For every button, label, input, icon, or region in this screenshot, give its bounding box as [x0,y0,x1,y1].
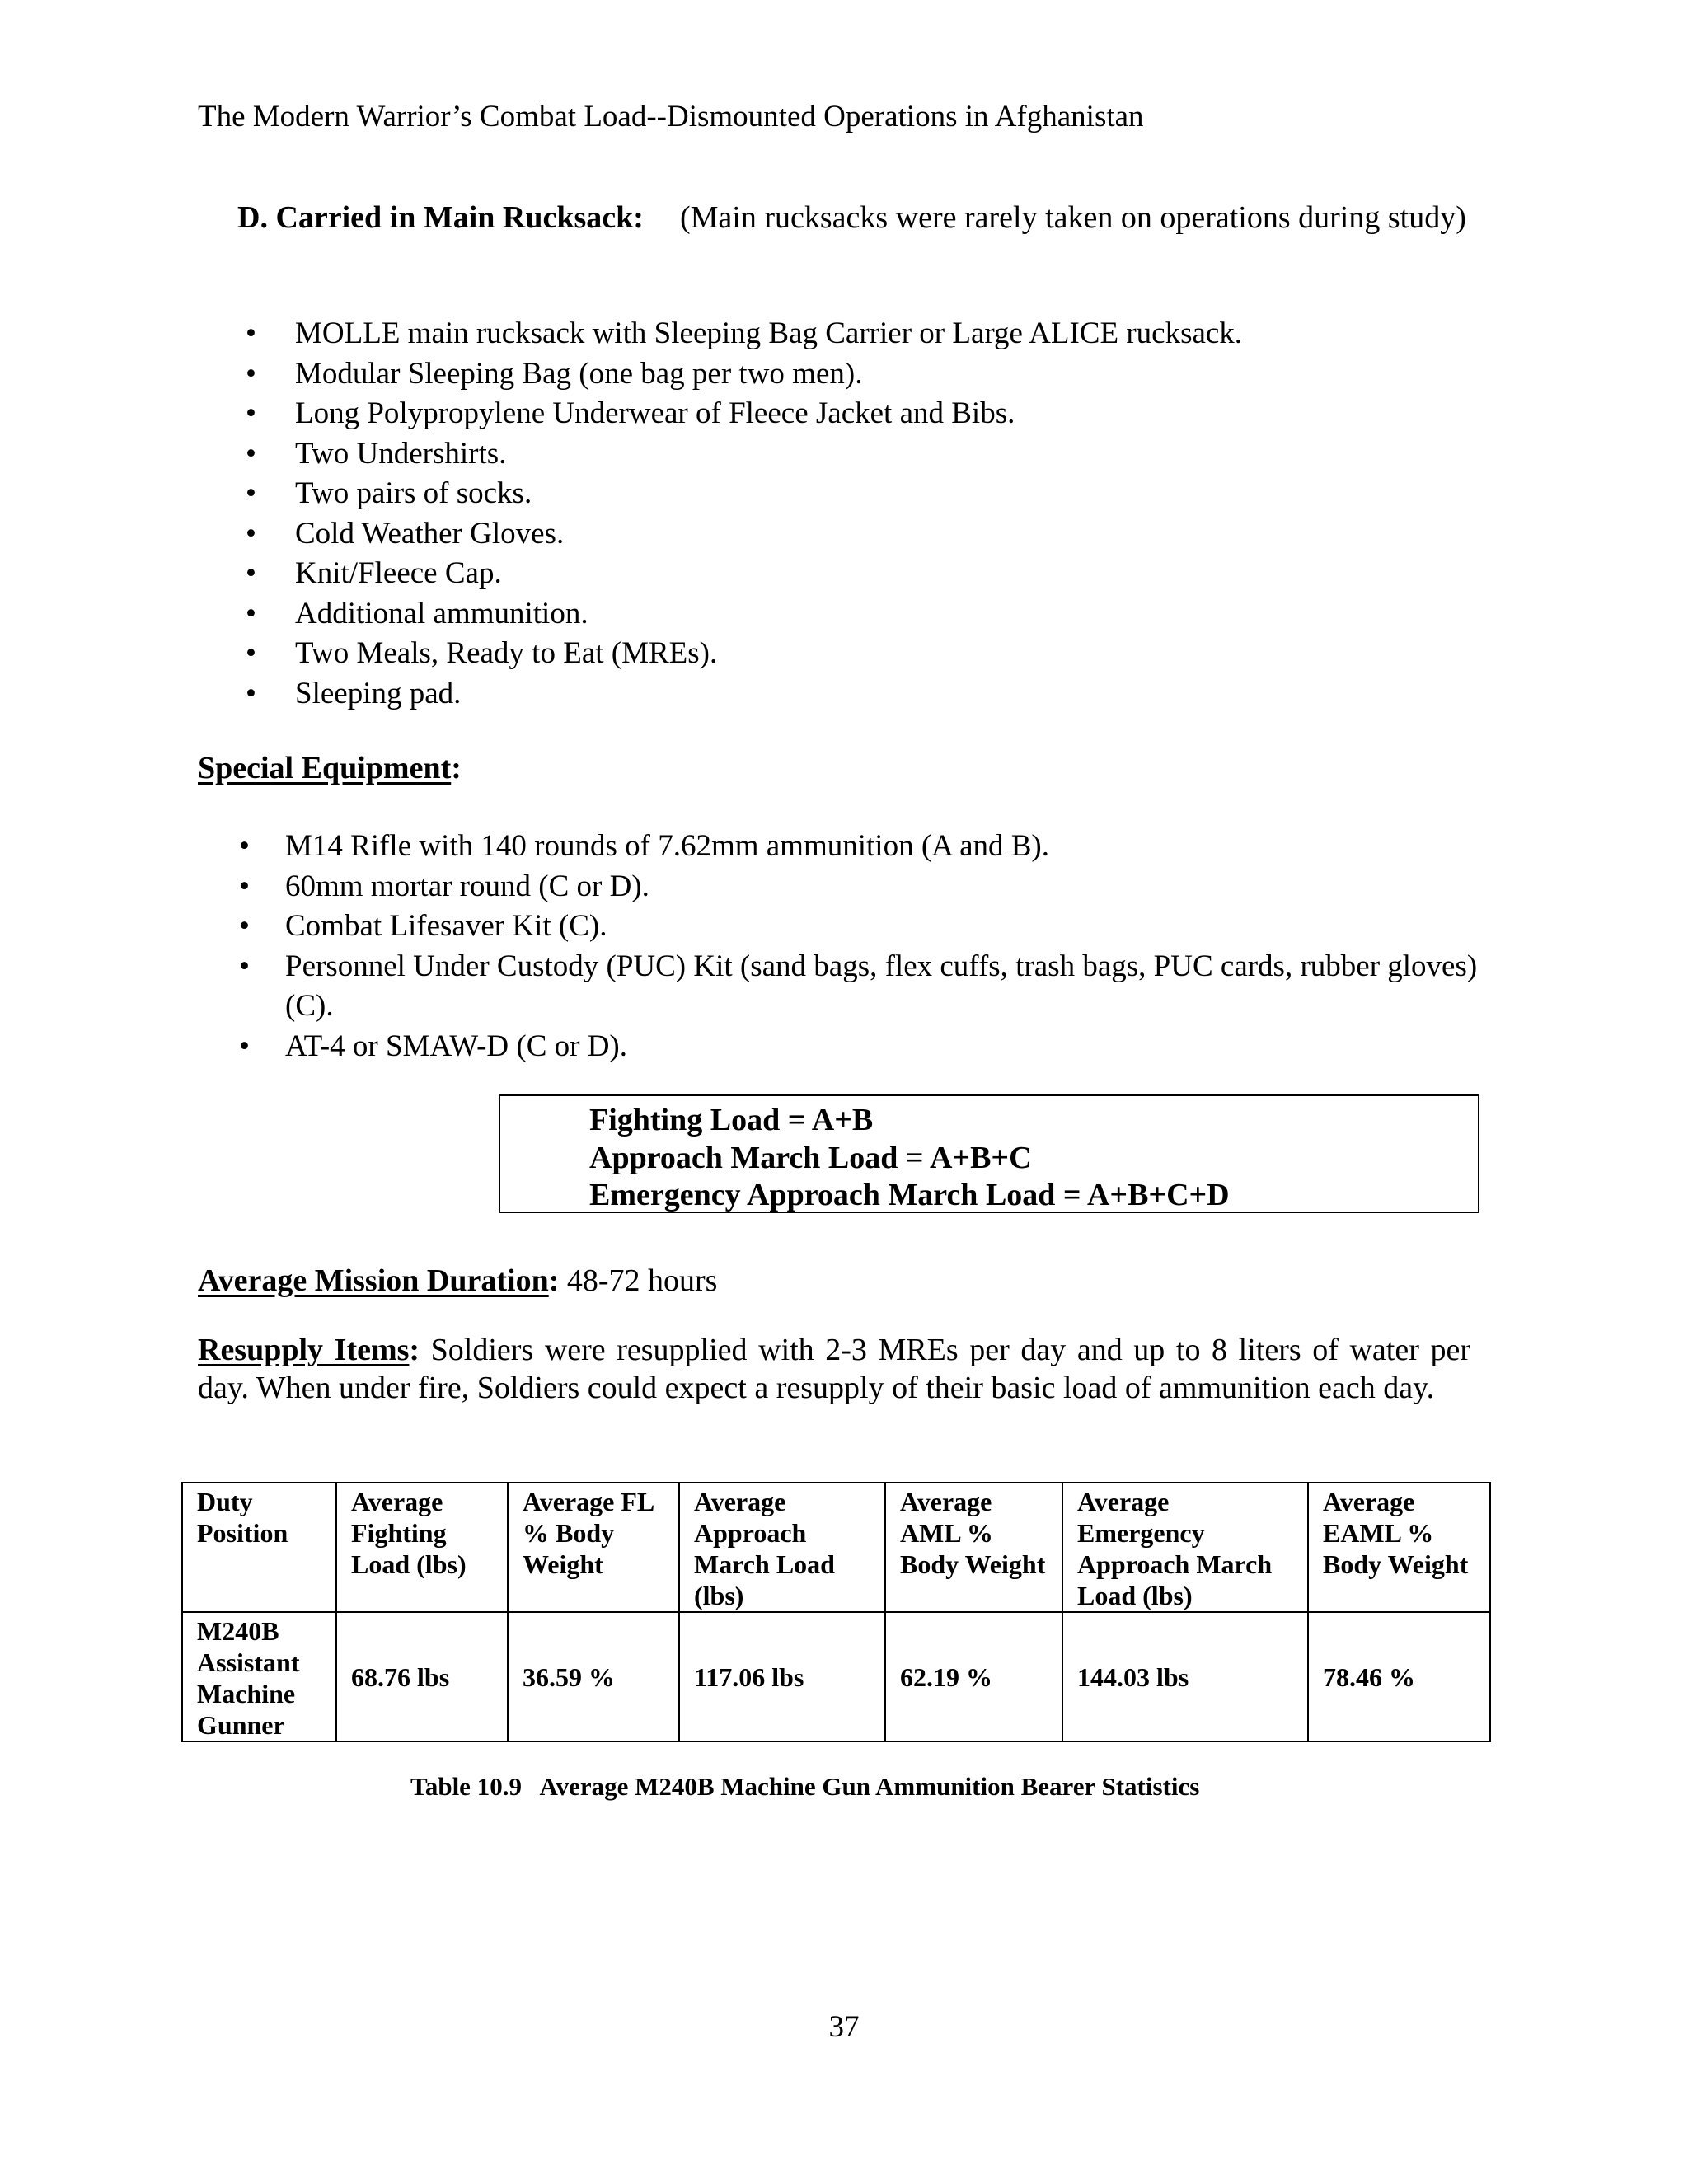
list-item [246,314,1490,354]
bullet-icon: • [246,316,256,350]
column-header-avg-fl-pct: Average FL % Body Weight [508,1483,679,1612]
list-item-text: Combat Lifesaver Kit (C). [285,909,607,943]
bullet-icon: • [246,396,256,430]
bullet-icon: • [246,476,256,510]
list-item [246,474,1490,514]
mission-duration [198,1261,717,1301]
bullet-icon: • [239,909,250,943]
list-item-text: Modular Sleeping Bag (one bag per two men). [295,356,863,391]
section-d-heading [198,198,1492,237]
column-header-avg-aml-pct: Average AML % Body Weight [885,1483,1062,1612]
list-item [246,434,1490,475]
bullet-icon: • [246,636,256,670]
table-row [182,1612,1490,1741]
cell-avg-emergency-approach-march-load: 144.03 lbs [1062,1612,1308,1741]
special-equipment-label: Special Equipment [198,751,452,785]
cell-avg-approach-march-load: 117.06 lbs [679,1612,885,1741]
approach-march-load-definition: Approach March Load = A+B+C [589,1141,1032,1175]
special-equipment-colon: : [451,751,462,785]
table-caption: Table 10.9 Average M240B Machine Gun Ammunition Bearer Statistics [410,1772,1200,1801]
cell-avg-fl-pct: 36.59 % [508,1612,679,1741]
cell-avg-aml-pct: 62.19 % [885,1612,1062,1741]
special-equipment-list [239,827,1497,1066]
load-definitions-box [499,1094,1479,1213]
running-header: The Modern Warrior’s Combat Load--Dismounted Operations in Afghanistan [198,100,1144,134]
list-item-text: Long Polypropylene Underwear of Fleece Jacket and Bibs. [295,396,1015,430]
bullet-icon: • [239,869,250,903]
column-header-avg-fighting-load: Average Fighting Load (lbs) [336,1483,508,1612]
list-item-text: Personnel Under Custody (PUC) Kit (sand bags, flex cuffs, trash bags, PUC cards, rubber gloves) (C). [285,949,1478,1023]
list-item [246,634,1490,674]
list-item-text: 60mm mortar round (C or D). [285,869,649,903]
list-item [246,554,1490,594]
fighting-load-definition: Fighting Load = A+B [589,1103,874,1137]
list-item-text: MOLLE main rucksack with Sleeping Bag Carrier or Large ALICE rucksack. [295,316,1243,350]
bullet-icon: • [246,356,256,391]
list-item-text: Additional ammunition. [295,596,588,630]
list-item-text: AT-4 or SMAW-D (C or D). [285,1029,627,1063]
column-header-duty-position: Duty Position [182,1483,336,1612]
list-item [246,594,1490,635]
bullet-icon: • [246,556,256,590]
column-header-avg-eaml-pct: Average EAML % Body Weight [1308,1483,1490,1612]
bullet-icon: • [246,516,256,551]
list-item-text: Two Meals, Ready to Eat (MREs). [295,636,718,670]
resupply-label: Resupply Items [198,1333,410,1367]
cell-duty-position: M240B Assistant Machine Gunner [182,1612,336,1741]
cell-avg-eaml-pct: 78.46 % [1308,1612,1490,1741]
statistics-table [181,1482,1491,1742]
resupply-text: Soldiers were resupplied with 2-3 MREs per day and up to 8 liters of water per day. When under fire, Soldiers could expect a resupply of their basic load of ammunition each day. [198,1333,1470,1405]
list-item [246,394,1490,434]
mission-duration-label: Average Mission Duration [198,1263,549,1298]
column-header-avg-emergency-approach-march-load: Average Emergency Approach March Load (lbs) [1062,1483,1308,1612]
list-item-text: Two pairs of socks. [295,476,532,510]
section-d-note: (Main rucksacks were rarely taken on operations during study) [679,200,1466,235]
list-item [239,907,1497,947]
bullet-icon: • [239,949,250,983]
bullet-icon: • [246,436,256,471]
emergency-approach-march-load-definition: Emergency Approach March Load = A+B+C+D [589,1178,1230,1212]
list-item-text: Knit/Fleece Cap. [295,556,502,590]
column-header-avg-approach-march-load: Average Approach March Load (lbs) [679,1483,885,1612]
list-item-text: Sleeping pad. [295,676,462,710]
bullet-icon: • [246,596,256,630]
bullet-icon: • [246,676,256,710]
list-item [246,354,1490,395]
cell-avg-fighting-load: 68.76 lbs [336,1612,508,1741]
list-item [246,674,1490,715]
rucksack-items-list [246,314,1490,714]
bullet-icon: • [239,829,250,863]
list-item [239,867,1497,907]
table-header-row [182,1483,1490,1612]
list-item [239,947,1497,1027]
list-item [246,514,1490,555]
list-item [239,1027,1497,1067]
mission-duration-value: 48-72 hours [559,1263,718,1298]
section-d-label: D. Carried in Main Rucksack: [237,200,644,235]
special-equipment-heading [198,748,462,788]
mission-duration-colon: : [548,1263,560,1298]
list-item-text: Cold Weather Gloves. [295,516,565,551]
resupply-paragraph [198,1331,1470,1407]
list-item-text: Two Undershirts. [295,436,507,471]
page-number: 37 [828,2010,860,2044]
list-item [239,827,1497,867]
resupply-colon: : [409,1333,420,1367]
list-item-text: M14 Rifle with 140 rounds of 7.62mm ammunition (A and B). [285,829,1050,863]
bullet-icon: • [239,1029,250,1063]
